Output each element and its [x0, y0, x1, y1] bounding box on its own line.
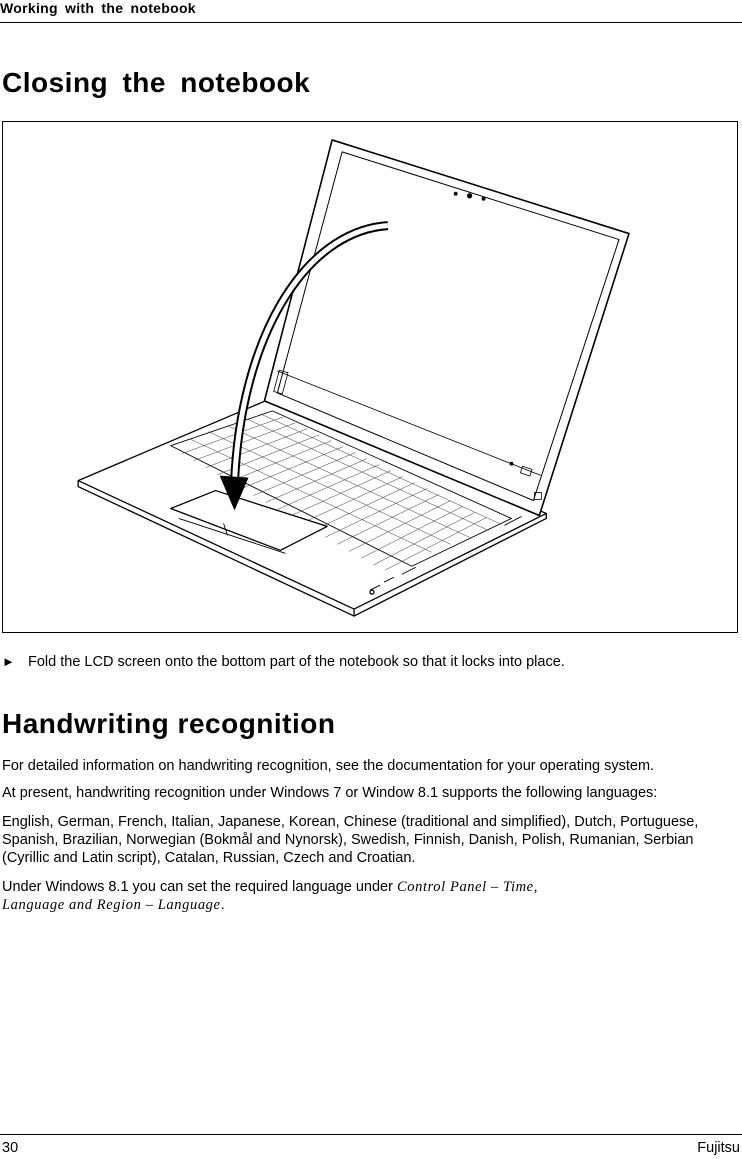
settings-prefix: Under Windows 8.1 you can set the required language under	[2, 879, 397, 895]
settings-suffix: .	[220, 897, 225, 913]
paragraph-language-list: English, German, French, Italian, Japanese, Korean, Chinese (traditional and simplified), Dutch, Portuguese, Spanish, Brazilian, Norwegian (Bokmål and Nynorsk), Swedish, Finnish, Danish, Polish, Rumanian, Serbian (Cyrillic and Latin script), Catalan, Russian, Czech and Croatian.	[2, 814, 699, 866]
paragraph-supported-intro: At present, handwriting recognition under Windows 7 or Window 8.1 supports the following languages:	[2, 785, 658, 801]
step-bullet-icon: ►	[2, 654, 15, 669]
section-title-closing: Closing the notebook	[2, 67, 311, 98]
settings-path: Control Panel – Time, Language and Region – Language	[2, 879, 538, 913]
footer-rule	[0, 1134, 742, 1135]
paragraph-settings-path	[2, 878, 602, 914]
step-text: Fold the LCD screen onto the bottom part of the notebook so that it locks into place.	[28, 654, 565, 670]
notebook-illustration	[3, 122, 737, 632]
header-rule	[0, 22, 742, 23]
paragraph-documentation: For detailed information on handwriting recognition, see the documentation for your operating system.	[2, 758, 655, 774]
notebook-closing-figure	[2, 121, 738, 633]
section-title-handwriting: Handwriting recognition	[2, 708, 336, 739]
step-fold-screen	[2, 654, 565, 670]
page-number: 30	[2, 1140, 19, 1156]
footer-brand: Fujitsu	[697, 1140, 740, 1156]
running-header: Working with the notebook	[0, 0, 196, 16]
